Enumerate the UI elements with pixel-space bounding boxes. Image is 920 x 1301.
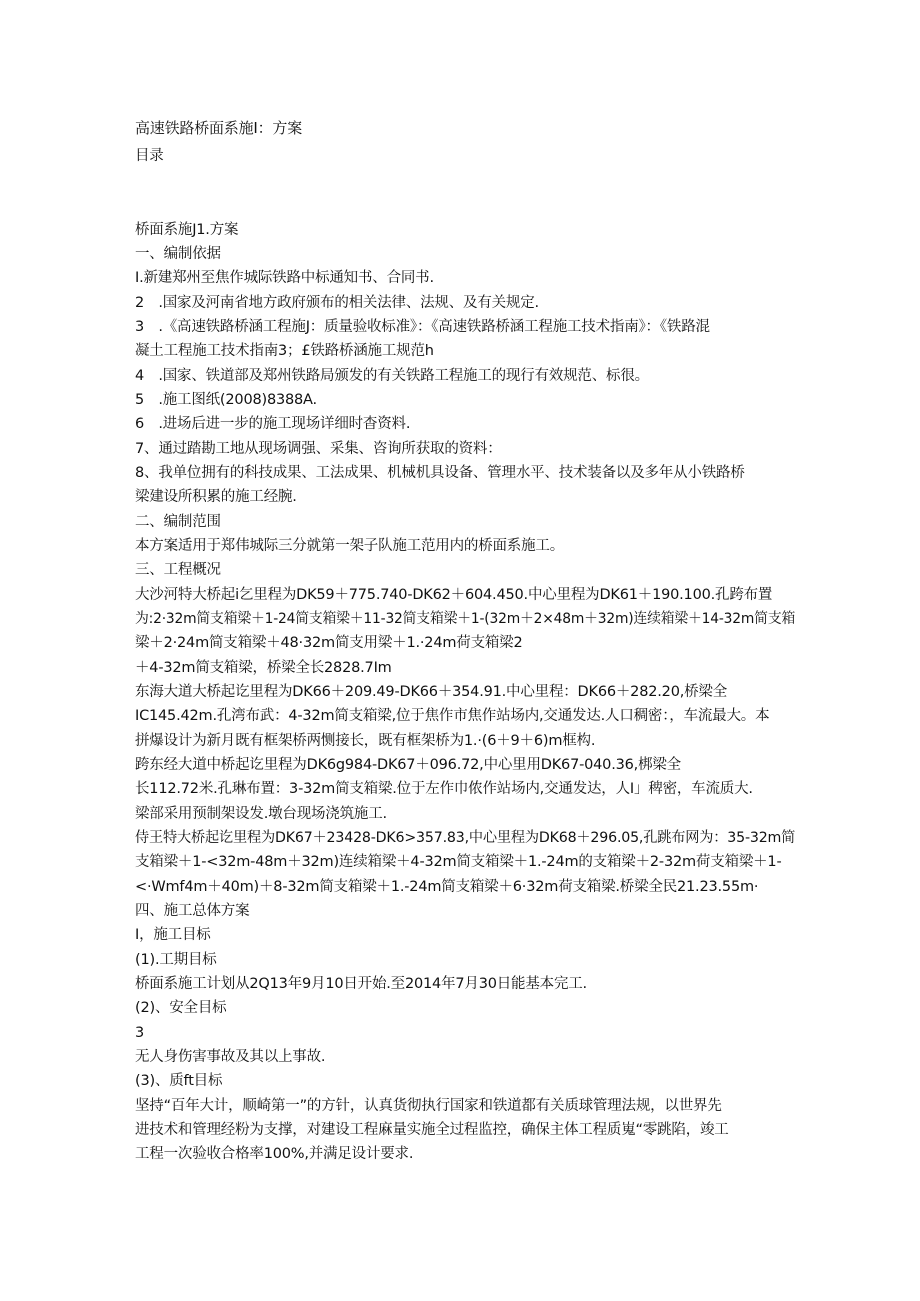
goal-quality-text: 进技术和管理经粉为支撑，对建设工程麻量实施全过程监控，确保主体工程质嵬“零跳陷，竣工 <box>135 1122 729 1138</box>
goal-safety-text: 无人身伤害事故及其以上事故. <box>135 1049 326 1065</box>
overview-line: 长112.72米.孔琳布置：3-32m简支箱梁.位于左作巾侬作站场内,交通发达，人I」稗密，车流质大. <box>135 781 753 797</box>
heading-overview: 三、工程概况 <box>135 562 221 578</box>
goal-schedule-text: 桥面系施工计划从2Q13年9月10日开始.至2014年7月30日能基本完工. <box>135 976 587 992</box>
heading-plan: 四、施工总体方案 <box>135 903 250 919</box>
overview-line: 大沙河特大桥起i乞里程为DK59＋775.740-DK62＋604.450.中心里程为DK61＋190.100.孔跨布置 <box>135 587 773 603</box>
overview-line: 为:2·32m简支箱梁＋1-24简支箱梁＋11-32简支箱梁＋1-(32m＋2×48m＋32m)连续箱梁＋14-32m简支箱 <box>135 611 796 627</box>
overview-line: <·Wmf4m＋40m)＋8-32m简支箱梁＋1.-24m简支箱梁＋6·32m荷支箱梁.桥梁全民21.23.55m· <box>135 879 759 895</box>
heading-scope: 二、编制范围 <box>135 514 221 530</box>
heading-basis: 一、编制依据 <box>135 246 221 262</box>
document-title: 高速铁路桥面系施I：方案 <box>135 119 303 137</box>
goal-quality-text: 工程一次验收合格率100%,并满足设计要求. <box>135 1146 414 1162</box>
goal-quality-text: 坚持“百年大计，顺崎第一”的方针，认真货彻执行国家和铁道都有关质球管理法规，以世界先 <box>135 1098 722 1114</box>
basis-item-6: 6 .进场后进一步的施工现场详细时杳资料. <box>135 416 411 432</box>
section-title: 桥面系施J1.方案 <box>135 222 239 238</box>
basis-item-3-cont: 凝土工程施工技术指南3；£铁路桥涵施工规范h <box>135 343 434 359</box>
overview-line: 梁＋2·24m简支箱梁＋48·32m简支用梁＋1.·24m荷支箱梁2 <box>135 635 523 651</box>
overview-line: 支箱梁＋1-<32m-48m＋32m)连续箱梁＋4-32m简支箱梁＋1.-24m的支箱梁＋2-32m荷支箱梁＋1- <box>135 854 782 870</box>
overview-line: 拼爆设计为新月既有框架桥两恻接长，既有框架桥为1.·(6＋9＋6)m框构. <box>135 733 596 749</box>
goal-schedule-heading: (1).工期目标 <box>135 952 217 968</box>
overview-line: 侍王特大桥起讫里程为DK67＋23428-DK6>357.83,中心里程为DK68＋296.05,孔跳布网为：35-32m简 <box>135 830 796 846</box>
basis-item-3: 3 .《高速铁路桥涵工程施J：质量验收标准》：《高速铁路桥涵工程施工技术指南》：《铁路混 <box>135 319 710 335</box>
scope-text: 本方案适用于郑伟城际三分就第一架子队施工范用内的桥面系施工。 <box>135 538 564 554</box>
overview-line: 跨东经大道中桥起讫里程为DK6g984-DK67＋096.72,中心里用DK67-040.36,梆梁全 <box>135 757 681 773</box>
page-number: 3 <box>135 1025 145 1041</box>
toc-heading: 目录 <box>135 148 164 164</box>
overview-line: 东海大道大桥起讫里程为DK66＋209.49-DK66＋354.91.中心里程：DK66＋282.20,桥梁全 <box>135 684 728 700</box>
goal-quality-heading: (3)、质ft目标 <box>135 1073 223 1089</box>
basis-item-8-cont: 梁建设所积累的施工经腕. <box>135 489 297 505</box>
basis-item-4: 4 .国家、铁道部及郑州铁路局颁发的有关铁路工程施工的现行有效规范、标很。 <box>135 368 649 384</box>
basis-item-5: 5 .施工图纸(2008)8388A. <box>135 392 317 408</box>
overview-line: ＋4-32m简支箱梁，桥梁全长2828.7Im <box>135 660 392 676</box>
basis-item-1: I.新建郑州至焦作城际铁路中标通知书、合同书. <box>135 270 434 286</box>
basis-item-8: 8、我单位拥有的科技成果、工法成果、机械机具设备、管理水平、技术装备以及多年从小铁路桥 <box>135 465 745 481</box>
overview-line: IC145.42m.孔湾布武：4-32m简支箱梁,位于焦作市焦作站场内,交通发达.人口稠密：，车流最大。本 <box>135 708 770 724</box>
goal-safety-heading: (2)、安全目标 <box>135 1000 227 1016</box>
basis-item-2: 2 .国家及河南省地方政府颁布的相关法律、法规、及有关规定. <box>135 295 539 311</box>
basis-item-7: 7、通过踏勘工地从现场调强、采集、咨询所获取的资料： <box>135 441 502 457</box>
subheading-goals: I，施工目标 <box>135 927 211 943</box>
overview-line: 梁部采用预制架设发.墩台现场浇筑施工. <box>135 806 387 822</box>
